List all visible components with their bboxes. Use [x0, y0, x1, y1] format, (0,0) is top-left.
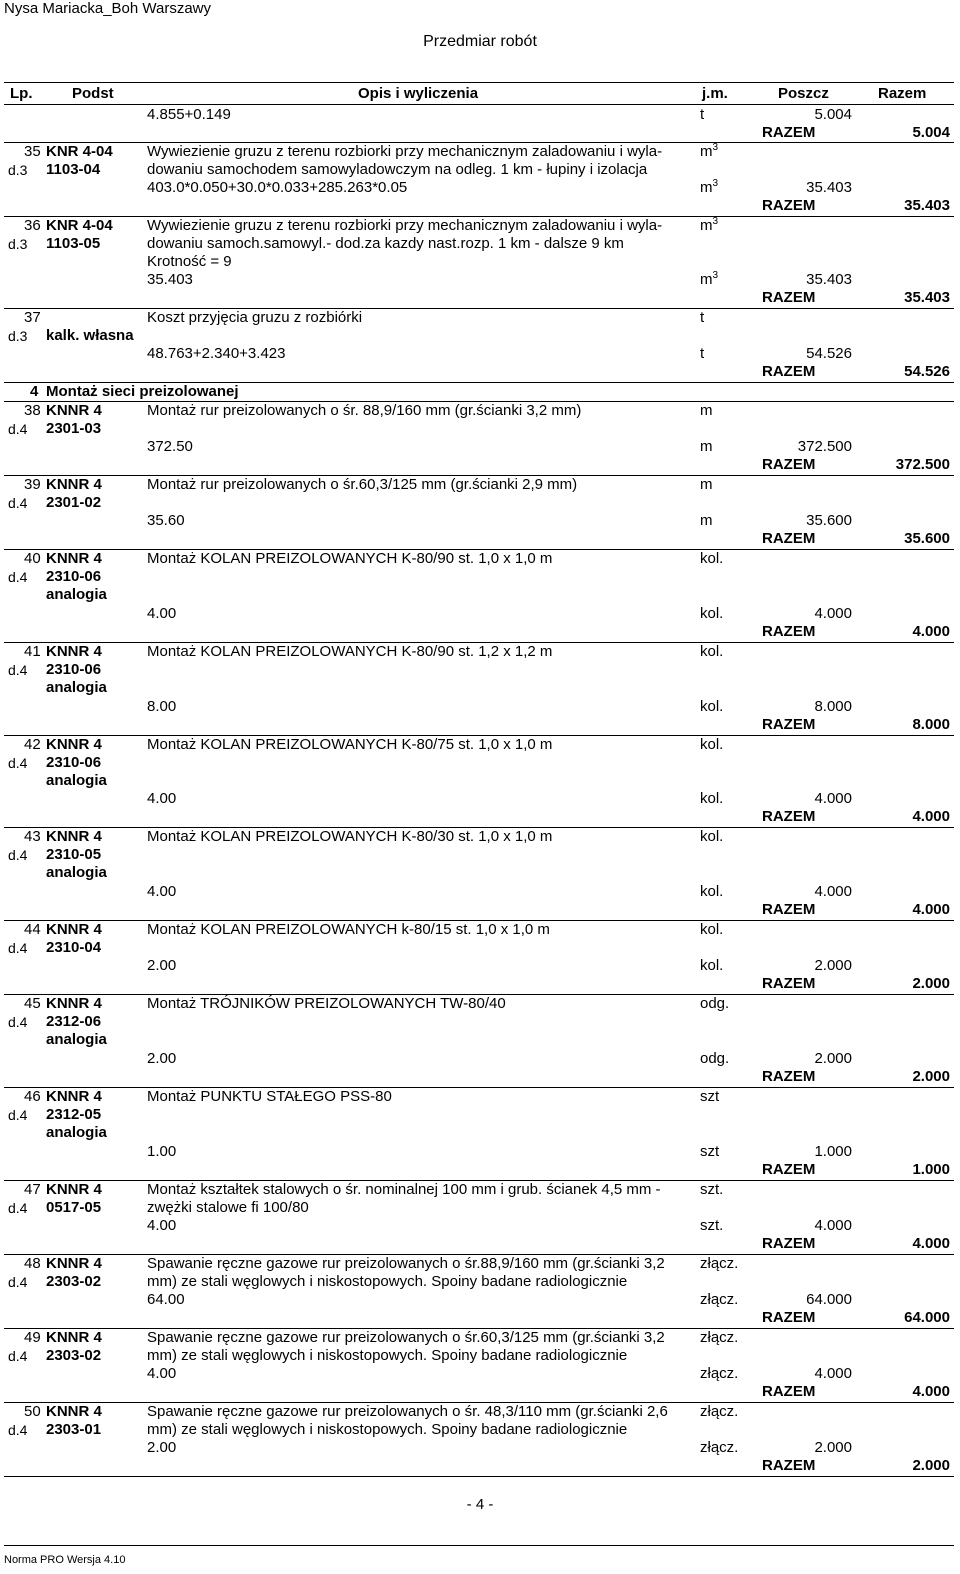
- razem-label: RAZEM: [762, 363, 816, 380]
- poszcz-value: 2.000: [814, 957, 852, 974]
- item-subindex: d.3: [8, 328, 28, 344]
- calc-formula: 4.00: [147, 1365, 177, 1382]
- item-subindex: d.4: [8, 1348, 28, 1364]
- item-code: KNNR 4: [46, 1181, 102, 1198]
- item-unit: m: [700, 476, 713, 493]
- item-code-number: 2310-06: [46, 568, 102, 585]
- item-number: 48: [24, 1255, 41, 1272]
- calc-formula: 4.00: [147, 790, 177, 807]
- calc-formula: 35.60: [147, 512, 185, 529]
- item-number: 49: [24, 1329, 41, 1346]
- item-description: Spawanie ręczne gazowe rur preizolowanych o śr.88,9/160 mm (gr.ścianki 3,2: [147, 1255, 665, 1272]
- item-code: KNNR 4: [46, 828, 102, 845]
- item-unit: $m^3$: [700, 216, 719, 234]
- poszcz-value: 4.000: [814, 1217, 852, 1234]
- razem-value: 4.000: [912, 1383, 950, 1400]
- razem-value: 35.403: [904, 197, 950, 214]
- razem-value: 35.600: [904, 530, 950, 547]
- calc-formula: 2.00: [147, 957, 177, 974]
- calc-formula: 2.00: [147, 1050, 177, 1067]
- item-code-note: analogia: [46, 679, 107, 696]
- calc-unit: m: [700, 438, 713, 455]
- calc-unit: złącz.: [700, 1439, 739, 1456]
- col-lp: Lp.: [10, 85, 33, 102]
- item-code: KNNR 4: [46, 736, 102, 753]
- item-unit: odg.: [700, 995, 730, 1012]
- item-code-number: 2310-04: [46, 939, 102, 956]
- calc-unit: złącz.: [700, 1291, 739, 1308]
- item-code: KNNR 4: [46, 1088, 102, 1105]
- item-code-note: analogia: [46, 864, 107, 881]
- item-unit: m: [700, 402, 713, 419]
- item-description: mm) ze stali węglowych i niskostopowych. Spoiny badane radiologicznie: [147, 1273, 628, 1290]
- item-number: 43: [24, 828, 41, 845]
- page-number: - 4 -: [466, 1496, 494, 1513]
- razem-value: 2.000: [912, 975, 950, 992]
- item-subindex: d.3: [8, 236, 28, 252]
- item-description: Montaż KOLAN PREIZOLOWANYCH K-80/90 st. 1,2 x 1,2 m: [147, 643, 553, 660]
- item-number: 40: [24, 550, 41, 567]
- item-description: Krotność = 9: [147, 253, 232, 270]
- calc-formula: 403.0*0.050+30.0*0.033+285.263*0.05: [147, 179, 408, 196]
- poszcz-value: 4.000: [814, 790, 852, 807]
- calc-unit: kol.: [700, 790, 724, 807]
- razem-value: 4.000: [912, 901, 950, 918]
- col-opis: Opis i wyliczenia: [358, 85, 479, 102]
- item-subindex: d.3: [8, 162, 28, 178]
- calc-formula: 372.50: [147, 438, 193, 455]
- item-number: 39: [24, 476, 41, 493]
- header-top-rule: [4, 82, 954, 83]
- razem-value: 2.000: [912, 1457, 950, 1474]
- poszcz-value: 35.600: [806, 512, 852, 529]
- item-unit: szt: [700, 1088, 720, 1105]
- razem-value: 64.000: [904, 1309, 950, 1326]
- calc-formula: 2.00: [147, 1439, 177, 1456]
- item-subindex: d.4: [8, 1107, 28, 1123]
- razem-label: RAZEM: [762, 623, 816, 640]
- calc-formula: 4.00: [147, 605, 177, 622]
- calc-unit: kol.: [700, 605, 724, 622]
- carry-unit: t: [700, 106, 705, 123]
- calc-unit: szt.: [700, 1217, 724, 1234]
- item-number: 42: [24, 736, 41, 753]
- calc-formula: 4.00: [147, 1217, 177, 1234]
- poszcz-value: 4.000: [814, 605, 852, 622]
- item-code-note: analogia: [46, 1124, 107, 1141]
- item-unit: kol.: [700, 921, 724, 938]
- item-code-note: analogia: [46, 1031, 107, 1048]
- razem-label: RAZEM: [762, 1235, 816, 1252]
- document-title: Przedmiar robót: [423, 33, 537, 50]
- item-code-number: 2303-02: [46, 1347, 102, 1364]
- item-description: Montaż KOLAN PREIZOLOWANYCH K-80/90 st. 1,0 x 1,0 m: [147, 550, 553, 567]
- item-number: 35: [24, 143, 41, 160]
- item-subindex: d.4: [8, 1014, 28, 1030]
- software-version: Norma PRO Wersja 4.10: [4, 1554, 126, 1566]
- item-subindex: d.4: [8, 1274, 28, 1290]
- razem-label: RAZEM: [762, 716, 816, 733]
- carry-formula: 4.855+0.149: [147, 106, 231, 123]
- item-code-number: 2303-02: [46, 1273, 102, 1290]
- poszcz-value: 64.000: [806, 1291, 852, 1308]
- poszcz-value: 35.403: [806, 271, 852, 288]
- item-number: 37: [24, 309, 41, 326]
- item-code: KNNR 4: [46, 1329, 102, 1346]
- razem-value: 4.000: [912, 808, 950, 825]
- razem-label: RAZEM: [762, 975, 816, 992]
- razem-value: 2.000: [912, 1068, 950, 1085]
- razem-label: RAZEM: [762, 1068, 816, 1085]
- calc-formula: 64.00: [147, 1291, 185, 1308]
- razem-label: RAZEM: [762, 124, 816, 141]
- razem-label: RAZEM: [762, 289, 816, 306]
- item-code-note: analogia: [46, 772, 107, 789]
- item-description: zwężki stalowe fi 100/80: [147, 1199, 309, 1216]
- item-code: KNNR 4: [46, 550, 102, 567]
- calc-formula: 1.00: [147, 1143, 177, 1160]
- item-unit: kol.: [700, 550, 724, 567]
- header-bottom-rule: [4, 104, 954, 105]
- item-subindex: d.4: [8, 569, 28, 585]
- item-subindex: d.4: [8, 940, 28, 956]
- calc-unit: kol.: [700, 957, 724, 974]
- item-code: KNNR 4: [46, 995, 102, 1012]
- item-subindex: d.4: [8, 1200, 28, 1216]
- item-number: 47: [24, 1181, 41, 1198]
- carry-poszcz: 5.004: [814, 106, 852, 123]
- item-description: Montaż KOLAN PREIZOLOWANYCH K-80/30 st. 1,0 x 1,0 m: [147, 828, 553, 845]
- item-unit: złącz.: [700, 1403, 739, 1420]
- calc-unit: $m^3$: [700, 270, 719, 288]
- item-description: Montaż kształtek stalowych o śr. nominalnej 100 mm i grub. ścianek 4,5 mm -: [147, 1181, 661, 1198]
- calc-unit: złącz.: [700, 1365, 739, 1382]
- razem-label: RAZEM: [762, 456, 816, 473]
- item-code-number: 2310-06: [46, 754, 102, 771]
- item-code-number: 2312-06: [46, 1013, 102, 1030]
- item-code-number: 0517-05: [46, 1199, 102, 1216]
- item-number: 41: [24, 643, 41, 660]
- item-description: mm) ze stali węglowych i niskostopowych. Spoiny badane radiologicznie: [147, 1421, 628, 1438]
- item-number: 45: [24, 995, 41, 1012]
- item-code: KNR 4-04: [46, 217, 113, 234]
- item-code: KNR 4-04: [46, 143, 113, 160]
- calc-unit: kol.: [700, 698, 724, 715]
- item-subindex: d.4: [8, 1422, 28, 1438]
- item-code: KNNR 4: [46, 476, 102, 493]
- item-code-number: 2301-03: [46, 420, 102, 437]
- razem-value: 8.000: [912, 716, 950, 733]
- calc-formula: 48.763+2.340+3.423: [147, 345, 286, 362]
- poszcz-value: 4.000: [814, 883, 852, 900]
- razem-value: 35.403: [904, 289, 950, 306]
- item-unit: kol.: [700, 828, 724, 845]
- razem-value: 54.526: [904, 363, 950, 380]
- poszcz-value: 1.000: [814, 1143, 852, 1160]
- item-code-number: 2310-05: [46, 846, 102, 863]
- calc-unit: szt: [700, 1143, 720, 1160]
- item-description: Montaż KOLAN PREIZOLOWANYCH K-80/75 st. 1,0 x 1,0 m: [147, 736, 553, 753]
- item-code: KNNR 4: [46, 643, 102, 660]
- row-rule: [4, 1476, 954, 1477]
- razem-label: RAZEM: [762, 1383, 816, 1400]
- item-code-note: analogia: [46, 586, 107, 603]
- poszcz-value: 2.000: [814, 1439, 852, 1456]
- section-title: Montaż sieci preizolowanej: [46, 383, 239, 400]
- item-code-number: 1103-05: [46, 235, 101, 252]
- item-code: KNNR 4: [46, 1255, 102, 1272]
- col-razem: Razem: [878, 85, 927, 102]
- calc-unit: m: [700, 512, 713, 529]
- calc-unit: $m^3$: [700, 178, 719, 196]
- item-number: 38: [24, 402, 41, 419]
- item-number: 36: [24, 217, 41, 234]
- razem-label: RAZEM: [762, 1457, 816, 1474]
- item-code-number: 2301-02: [46, 494, 102, 511]
- calc-unit: kol.: [700, 883, 724, 900]
- company-name: Nysa Mariacka_Boh Warszawy: [4, 0, 212, 17]
- item-subindex: d.4: [8, 662, 28, 678]
- section-number: 4: [30, 383, 39, 400]
- item-code-number: 2303-01: [46, 1421, 102, 1438]
- item-subindex: d.4: [8, 495, 28, 511]
- item-number: 50: [24, 1403, 41, 1420]
- col-jm: j.m.: [702, 85, 728, 102]
- item-unit: t: [700, 309, 705, 326]
- item-subindex: d.4: [8, 847, 28, 863]
- item-unit: złącz.: [700, 1255, 739, 1272]
- item-unit: kol.: [700, 736, 724, 753]
- razem-label: RAZEM: [762, 1161, 816, 1178]
- col-poszcz: Poszcz: [778, 85, 829, 102]
- item-code-number: kalk. własna: [46, 327, 134, 344]
- razem-value: 1.000: [912, 1161, 950, 1178]
- razem-value: 4.000: [912, 623, 950, 640]
- item-description: Montaż rur preizolowanych o śr. 88,9/160 mm (gr.ścianki 3,2 mm): [147, 402, 582, 419]
- poszcz-value: 372.500: [797, 438, 852, 455]
- poszcz-value: 2.000: [814, 1050, 852, 1067]
- razem-value: 372.500: [895, 456, 950, 473]
- item-description: Montaż rur preizolowanych o śr.60,3/125 mm (gr.ścianki 2,9 mm): [147, 476, 578, 493]
- item-code-number: 2312-05: [46, 1106, 102, 1123]
- calc-unit: odg.: [700, 1050, 730, 1067]
- item-description: Koszt przyjęcia gruzu z rozbiórki: [147, 309, 363, 326]
- item-unit: złącz.: [700, 1329, 739, 1346]
- calc-formula: 35.403: [147, 271, 193, 288]
- item-unit: kol.: [700, 643, 724, 660]
- item-subindex: d.4: [8, 421, 28, 437]
- calc-unit: t: [700, 345, 705, 362]
- razem-label: RAZEM: [762, 901, 816, 918]
- calc-formula: 4.00: [147, 883, 177, 900]
- poszcz-value: 4.000: [814, 1365, 852, 1382]
- item-description: dowaniu samochodem samowyladowczym na odleg. 1 km - łupiny i izolacja: [147, 161, 648, 178]
- item-description: Montaż TRÓJNIKÓW PREIZOLOWANYCH TW-80/40: [147, 995, 506, 1012]
- razem-label: RAZEM: [762, 808, 816, 825]
- item-description: Wywiezienie gruzu z terenu rozbiorki przy mechanicznym zaladowaniu i wyla-: [147, 217, 663, 234]
- item-number: 46: [24, 1088, 41, 1105]
- footer-rule: [4, 1545, 954, 1546]
- poszcz-value: 54.526: [806, 345, 852, 362]
- razem-value: 4.000: [912, 1235, 950, 1252]
- item-unit: $m^3$: [700, 142, 719, 160]
- item-code-number: 2310-06: [46, 661, 102, 678]
- poszcz-value: 8.000: [814, 698, 852, 715]
- item-code: KNNR 4: [46, 402, 102, 419]
- calc-formula: 8.00: [147, 698, 177, 715]
- item-number: 44: [24, 921, 41, 938]
- item-subindex: d.4: [8, 755, 28, 771]
- item-code: KNNR 4: [46, 1403, 102, 1420]
- item-description: Spawanie ręczne gazowe rur preizolowanych o śr.60,3/125 mm (gr.ścianki 3,2: [147, 1329, 665, 1346]
- item-description: mm) ze stali węglowych i niskostopowych. Spoiny badane radiologicznie: [147, 1347, 628, 1364]
- col-podst: Podst: [72, 85, 114, 102]
- item-code: KNNR 4: [46, 921, 102, 938]
- razem-label: RAZEM: [762, 530, 816, 547]
- razem-value: 5.004: [912, 124, 950, 141]
- item-description: Wywiezienie gruzu z terenu rozbiorki przy mechanicznym zaladowaniu i wyla-: [147, 143, 663, 160]
- item-description: Montaż KOLAN PREIZOLOWANYCH k-80/15 st. 1,0 x 1,0 m: [147, 921, 550, 938]
- item-description: Montaż PUNKTU STAŁEGO PSS-80: [147, 1088, 392, 1105]
- item-code-number: 1103-04: [46, 161, 101, 178]
- razem-label: RAZEM: [762, 197, 816, 214]
- item-description: Spawanie ręczne gazowe rur preizolowanych o śr. 48,3/110 mm (gr.ścianki 2,6: [147, 1403, 668, 1420]
- razem-label: RAZEM: [762, 1309, 816, 1326]
- item-unit: szt.: [700, 1181, 724, 1198]
- poszcz-value: 35.403: [806, 179, 852, 196]
- item-description: dowaniu samoch.samowyl.- dod.za kazdy nast.rozp. 1 km - dalsze 9 km: [147, 235, 624, 252]
